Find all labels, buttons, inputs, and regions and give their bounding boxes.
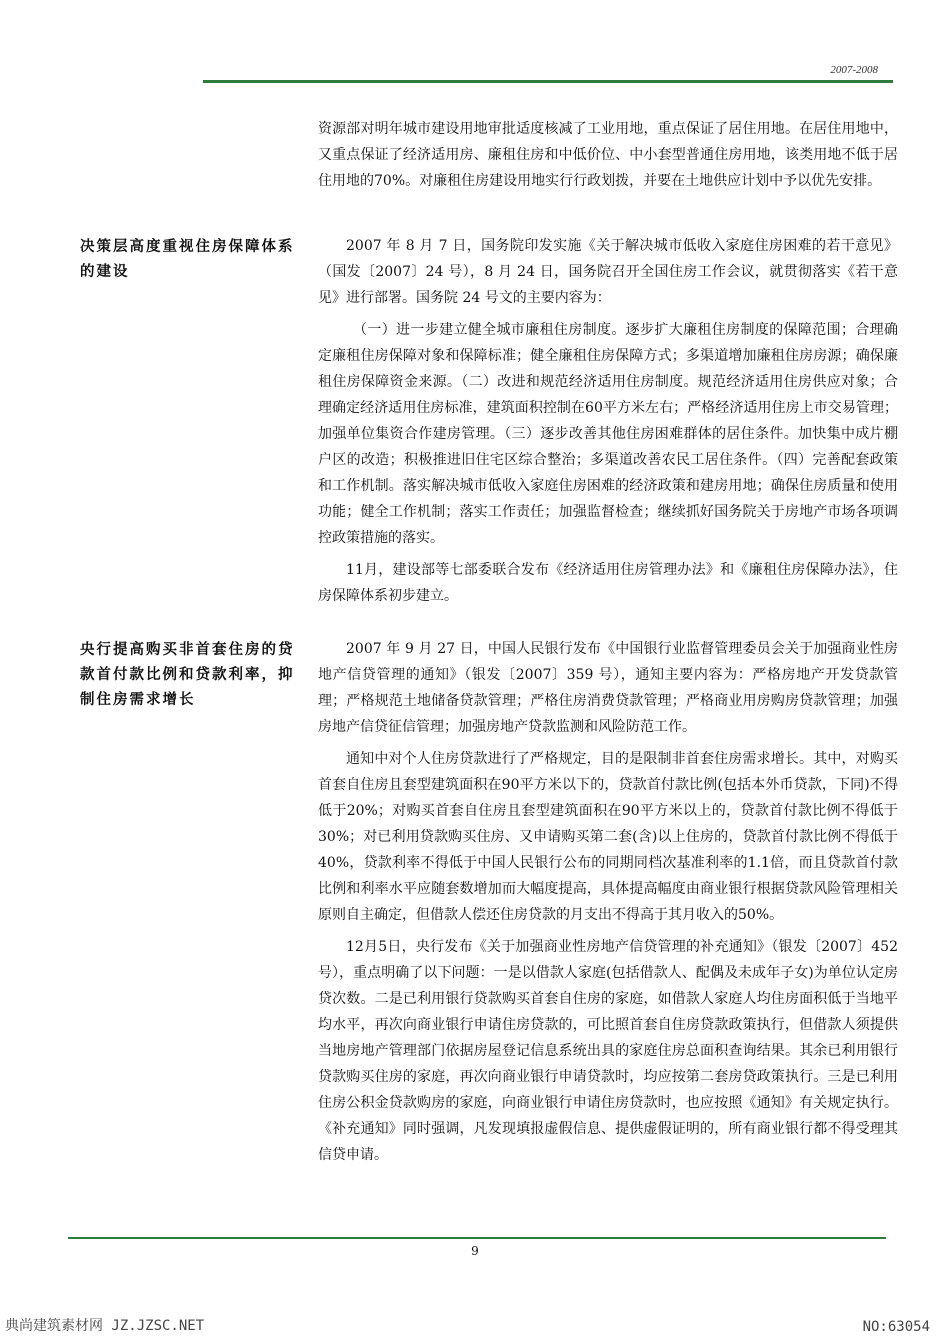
watermark-id: NO:63054 <box>862 1319 930 1335</box>
header-rule <box>203 80 893 83</box>
section-heading-housing-security: 决策层高度重视住房保障体系的建设 <box>80 239 295 280</box>
intro-paragraph: 资源部对明年城市建设用地审批适度核减了工业用地，重点保证了居住用地。在居住用地中，又重点保证了经济适用房、廉租住房和中低价位、中小套型普通住房用地，该类用地不低于居住用地的70%。对廉租住房建设用地实行行政划拨，并要在土地供应计划中予以优先安排。 <box>318 121 898 189</box>
section-body-housing-security <box>318 233 898 615</box>
page-number: 9 <box>471 1244 479 1258</box>
watermark-site: 典尚建筑素材网 JZ.JZSC.NET <box>5 1318 205 1334</box>
section2-paragraph-2: 通知中对个人住房贷款进行了严格规定，目的是限制非首套住房需求增长。其中，对购买首套自住房且套型建筑面积在90平方米以下的，贷款首付款比例(包括本外币贷款，下同)不得低于20%；对购买首套自住房且套型建筑面积在90平方米以上的，贷款首付款比例不得低于30%；对已利用贷款购买住房、又申请购买第二套(含)以上住房的，贷款首付款比例不得低于40%，贷款利率不得低于中国人民银行公布的同期同档次基准利率的1.1倍，而且贷款首付款比例和利率水平应随套数增加而大幅度提高，具体提高幅度由商业银行根据贷款风险管理相关原则自主确定，但借款人偿还住房贷款的月支出不得高于其月收入的50%。 <box>318 751 898 923</box>
section1-paragraph-2: （一）进一步建立健全城市廉租住房制度。逐步扩大廉租住房制度的保障范围；合理确定廉租住房保障对象和保障标准；健全廉租住房保障方式；多渠道增加廉租住房房源；确保廉租住房保障资金来源。（二）改进和规范经济适用住房制度。规范经济适用住房供应对象；合理确定经济适用住房标准，建筑面积控制在60平方米左右；严格经济适用住房上市交易管理；加强单位集资合作建房管理。（三）逐步改善其他住房困难群体的居住条件。加快集中成片棚户区的改造；积极推进旧住宅区综合整治；多渠道改善农民工居住条件。（四）完善配套政策和工作机制。落实解决城市低收入家庭住房困难的经济政策和建房用地；确保住房质量和使用功能；健全工作机制；落实工作责任；加强监督检查；继续抓好国务院关于房地产市场各项调控政策措施的落实。 <box>318 322 898 546</box>
header-year: 2007-2008 <box>830 64 878 76</box>
footer-rule <box>68 1237 886 1239</box>
intro-block <box>318 116 898 200</box>
section2-paragraph-1: 2007 年 9 月 27 日，中国人民银行发布《中国银行业监督管理委员会关于加强商业性房地产信贷管理的通知》（银发〔2007〕359 号），通知主要内容为：严格房地产开发贷款管理；严格规范土地储备贷款管理；严格住房消费贷款管理；严格商业用房购房贷款管理；加强房地产信贷征信管理；加强房地产贷款监测和风险防范工作。 <box>318 641 898 735</box>
section1-paragraph-1: 2007 年 8 月 7 日，国务院印发实施《关于解决城市低收入家庭住房困难的若干意见》（国发〔2007〕24 号），8 月 24 日，国务院召开全国住房工作会议，就贯彻落实《若干意见》进行部署。国务院 24 号文的主要内容为： <box>318 238 898 306</box>
section-heading-mortgage-policy: 央行提高购买非首套住房的贷款首付款比例和贷款利率，抑制住房需求增长 <box>80 642 295 708</box>
section2-paragraph-3: 12月5日，央行发布《关于加强商业性房地产信贷管理的补充通知》（银发〔2007〕452号），重点明确了以下问题：一是以借款人家庭(包括借款人、配偶及未成年子女)为单位认定房贷次数。二是已利用银行贷款购买首套自住房的家庭，如借款人家庭人均住房面积低于当地平均水平，再次向商业银行申请住房贷款的，可比照首套自住房贷款政策执行，但借款人须提供当地房地产管理部门依据房屋登记信息系统出具的家庭住房总面积查询结果。其余已利用银行贷款购买住房的家庭，再次向商业银行申请贷款时，均应按第二套房贷政策执行。三是已利用住房公积金贷款购房的家庭，向商业银行申请住房贷款时，也应按照《通知》有关规定执行。《补充通知》同时强调，凡发现填报虚假信息、提供虚假证明的，所有商业银行都不得受理其信贷申请。 <box>318 939 898 1163</box>
section-body-mortgage-policy <box>318 636 898 1174</box>
section1-paragraph-3: 11月，建设部等七部委联合发布《经济适用住房管理办法》和《廉租住房保障办法》，住房保障体系初步建立。 <box>318 562 898 604</box>
